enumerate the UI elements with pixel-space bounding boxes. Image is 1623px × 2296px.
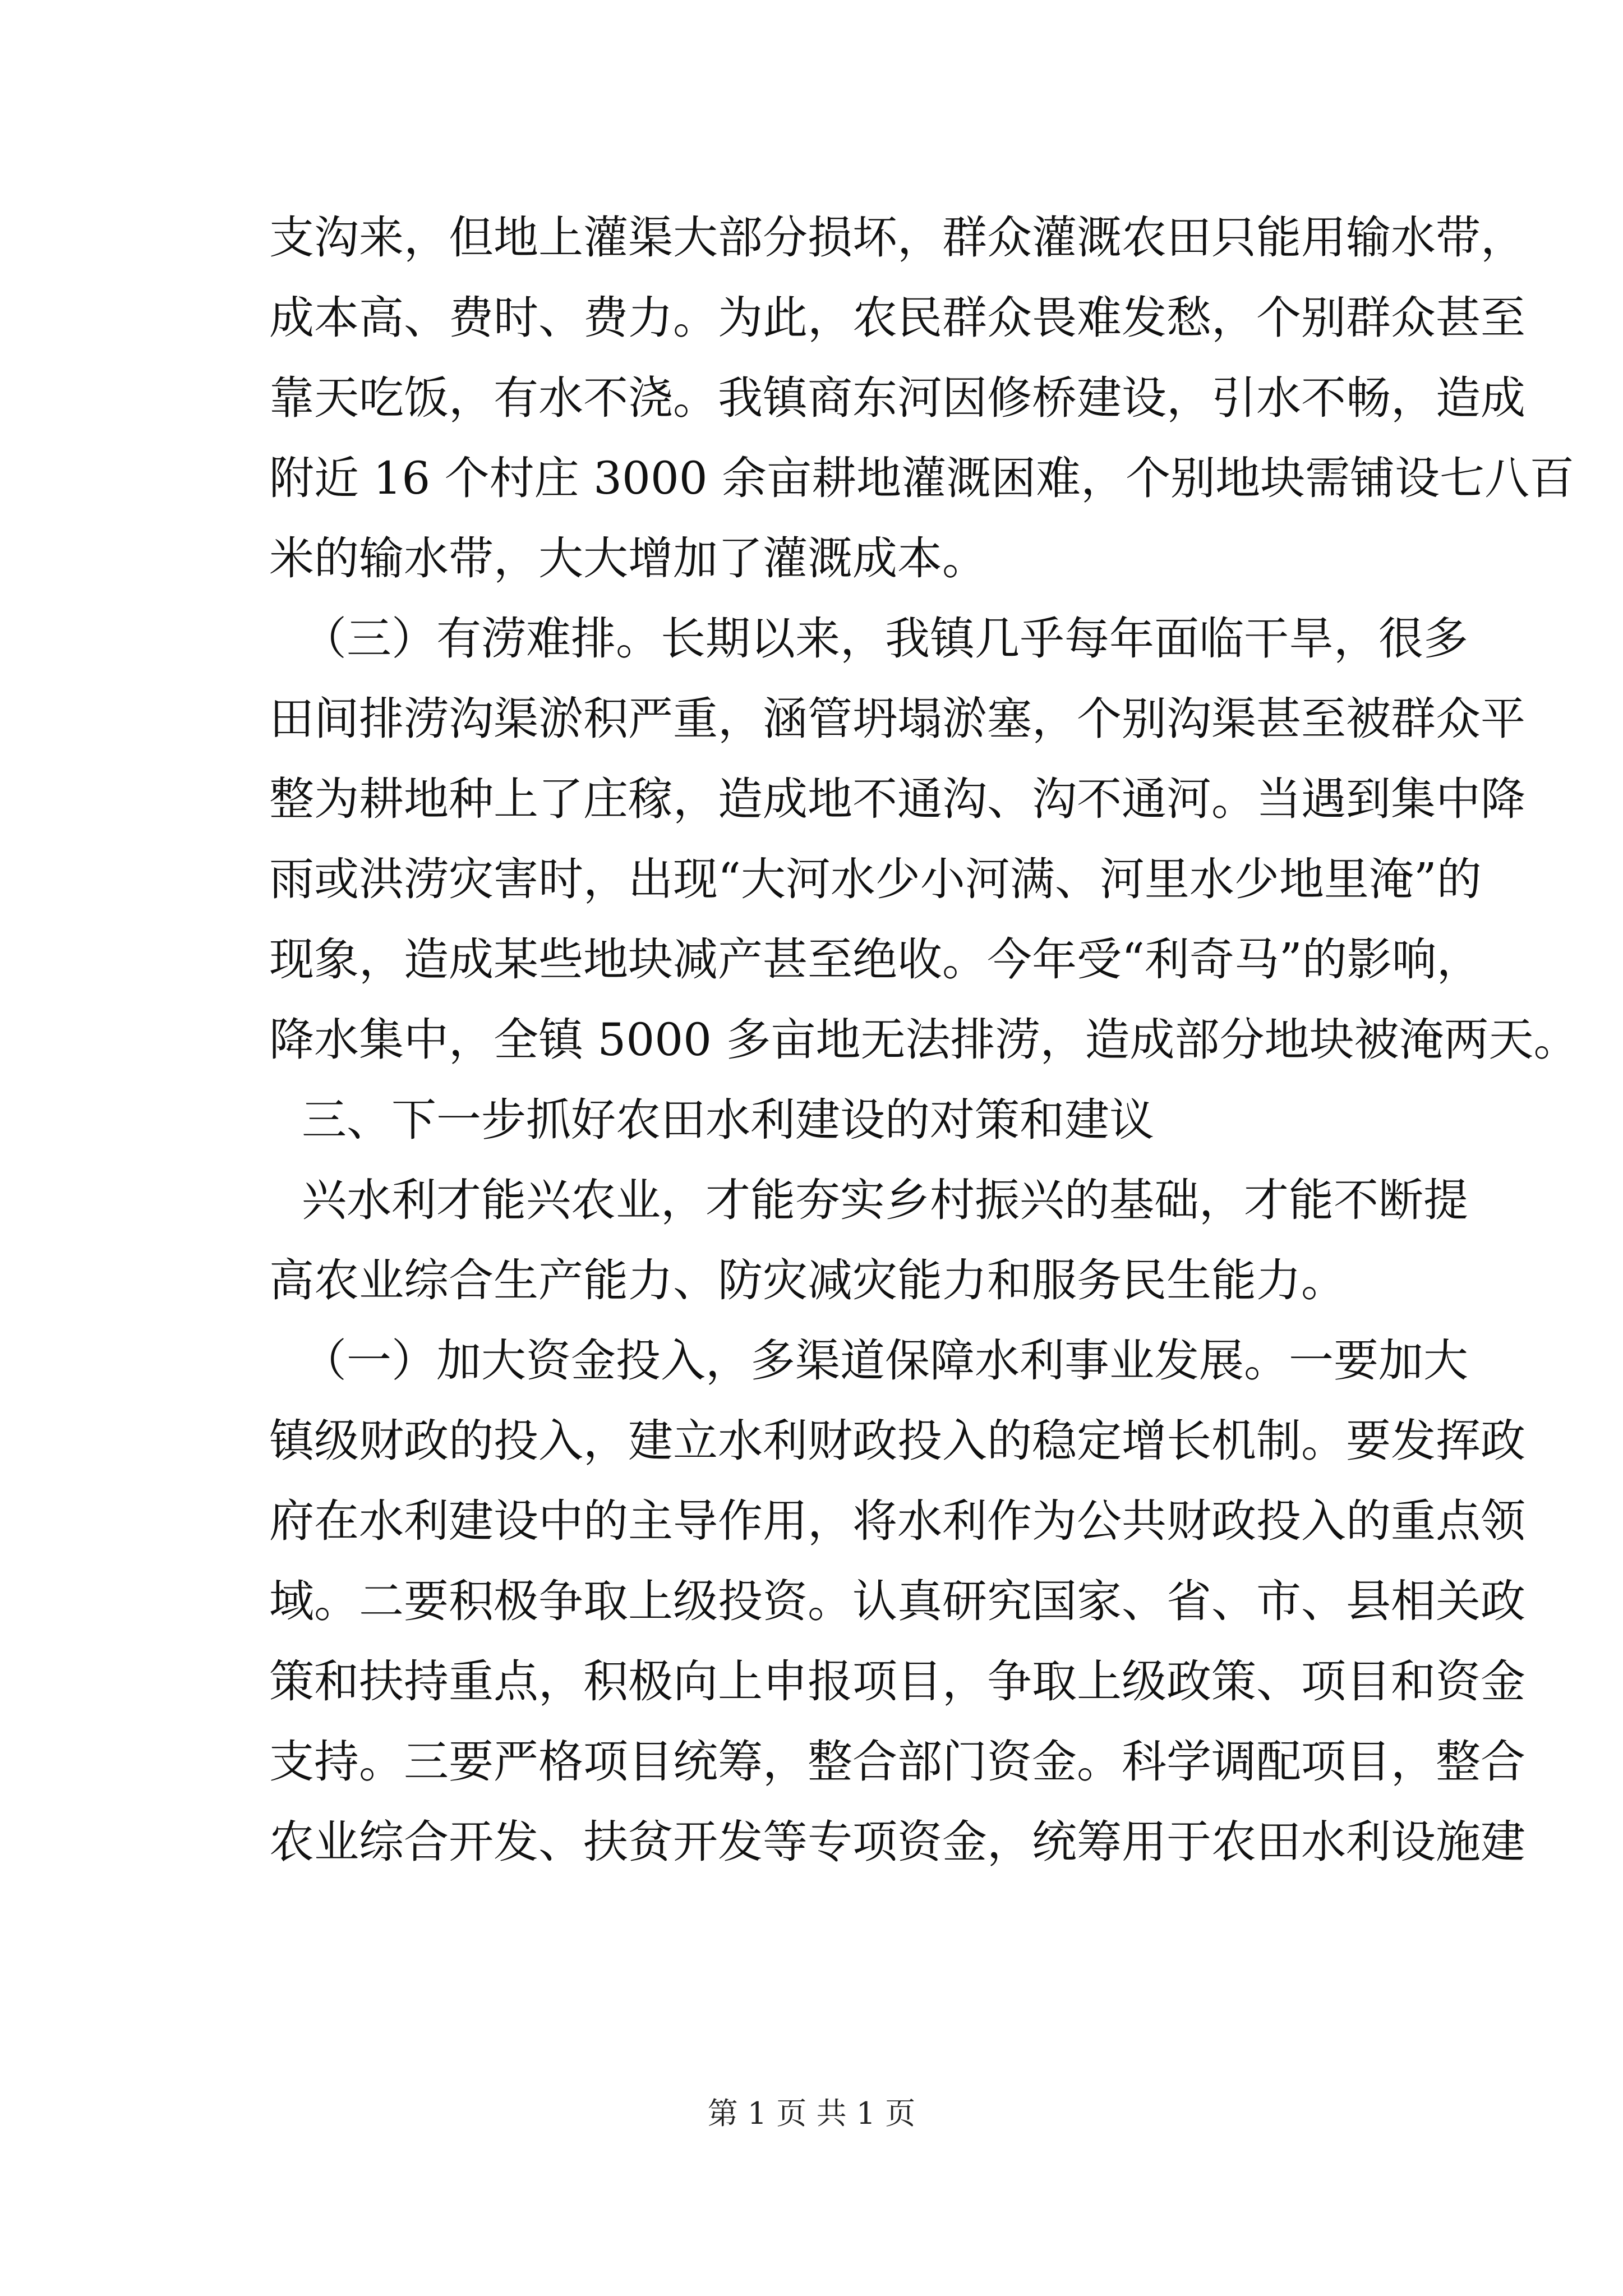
text-line: 高农业综合生产能力、防灾减灾能力和服务民生能力。 [269, 1254, 1346, 1306]
text-line: 兴水利才能兴农业，才能夯实乡村振兴的基础，才能不断提 [302, 1174, 1468, 1226]
text-line: 府在水利建设中的主导作用，将水利作为公共财政投入的重点领 [269, 1495, 1525, 1547]
text-line: 支持。三要严格项目统筹，整合部门资金。科学调配项目，整合 [269, 1736, 1525, 1788]
document-body [269, 197, 1579, 1882]
text-line: （三）有涝难排。长期以来，我镇几乎每年面临干旱，很多 [302, 613, 1468, 665]
text-line: 策和扶持重点，积极向上申报项目，争取上级政策、项目和资金 [269, 1655, 1525, 1708]
text-line: 雨或洪涝灾害时，出现“大河水少小河满、河里水少地里淹”的 [269, 853, 1482, 905]
page-number-footer: 第 1 页 共 1 页 [707, 2096, 916, 2131]
text-line: 米的输水带，大大增加了灌溉成本。 [269, 532, 987, 585]
text-line: 整为耕地种上了庄稼，造成地不通沟、沟不通河。当遇到集中降 [269, 773, 1525, 825]
text-line: 域。二要积极争取上级投资。认真研究国家、省、市、县相关政 [269, 1575, 1525, 1627]
text-line: 附近 16 个村庄 3000 余亩耕地灌溉困难，个别地块需铺设七八百 [269, 452, 1575, 504]
text-line: 成本高、费时、费力。为此，农民群众畏难发愁，个别群众甚至 [269, 292, 1525, 344]
text-line: （一）加大资金投入，多渠道保障水利事业发展。一要加大 [302, 1335, 1468, 1387]
text-line: 支沟来，但地上灌渠大部分损坏，群众灌溉农田只能用输水带， [269, 211, 1525, 264]
text-line: 镇级财政的投入，建立水利财政投入的稳定增长机制。要发挥政 [269, 1415, 1525, 1467]
text-line: 现象，造成某些地块减产甚至绝收。今年受“利奇马”的影响， [269, 933, 1482, 986]
section-heading: 三、下一步抓好农田水利建设的对策和建议 [302, 1094, 1154, 1146]
text-line: 降水集中，全镇 5000 多亩地无法排涝，造成部分地块被淹两天。 [269, 1014, 1579, 1066]
text-line: 农业综合开发、扶贫开发等专项资金，统筹用于农田水利设施建 [269, 1816, 1525, 1868]
text-line: 靠天吃饭，有水不浇。我镇商东河因修桥建设，引水不畅，造成 [269, 372, 1525, 424]
text-line: 田间排涝沟渠淤积严重，涵管坍塌淤塞，个别沟渠甚至被群众平 [269, 693, 1525, 745]
